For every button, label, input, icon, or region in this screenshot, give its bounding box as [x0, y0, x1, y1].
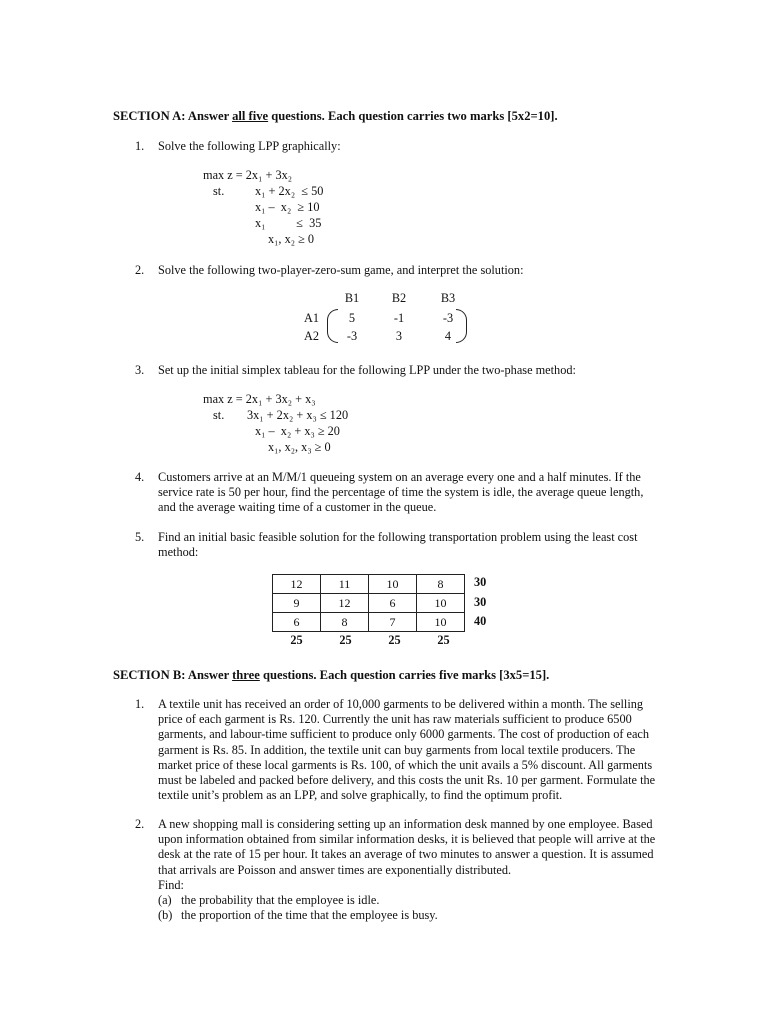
cost-cell: 12	[273, 575, 321, 594]
payoff-cell: 3	[395, 329, 403, 343]
table-row	[273, 594, 465, 613]
cost-cell: 12	[321, 594, 369, 613]
question-number: 3.	[135, 363, 145, 377]
demand-value: 25	[290, 633, 303, 647]
lpp-constraint: x₁ – x₂ + x₃ ≥ 20	[255, 424, 340, 438]
question-number: 2.	[135, 817, 145, 831]
lpp-st-label: st.	[213, 184, 225, 198]
question-text: Set up the initial simplex tableau for the following LPP under the two-phase method:	[158, 363, 576, 377]
payoff-col-header: B2	[391, 291, 407, 305]
cost-cell: 10	[417, 594, 465, 613]
lpp-constraint: x₁ + 2x₂ ≤ 50	[255, 184, 324, 198]
subpart-text: the probability that the employee is idle.	[181, 893, 380, 907]
payoff-cell: 4	[444, 329, 452, 343]
question-text: Solve the following two-player-zero-sum game, and interpret the solution:	[158, 263, 524, 277]
question-text: Find an initial basic feasible solution for the following transportation problem using the least cost method:	[158, 530, 638, 560]
lpp-nonnegativity: x₁, x₂, x₃ ≥ 0	[268, 440, 331, 454]
demand-value: 25	[339, 633, 352, 647]
cost-cell: 10	[417, 613, 465, 632]
lpp-st-label: st.	[213, 408, 225, 422]
payoff-cell: -1	[393, 311, 405, 325]
demand-value: 25	[388, 633, 401, 647]
question-number: 2.	[135, 263, 145, 277]
subpart-text: the proportion of the time that the employee is busy.	[181, 908, 438, 922]
question-number: 1.	[135, 139, 145, 153]
cost-cell: 7	[369, 613, 417, 632]
question-number: 4.	[135, 470, 145, 484]
payoff-col-header: B3	[440, 291, 456, 305]
lpp-constraint: x₁ ≤ 35	[255, 216, 322, 230]
lpp-objective: max z = 2x₁ + 3x₂	[203, 168, 293, 182]
cost-cell: 10	[369, 575, 417, 594]
question-number: 1.	[135, 697, 145, 711]
payoff-cell: -3	[346, 329, 358, 343]
table-row	[273, 613, 465, 632]
question-text: Customers arrive at an M/M/1 queueing system on an average every one and a half minutes. If the service rate is 50 per hour, find the percentage of time the system is idle, the average queue length, and the average waiting time of a customer in the queue.	[158, 470, 644, 515]
subpart-label: (b)	[158, 908, 173, 922]
cost-cell: 6	[369, 594, 417, 613]
payoff-col-header: B1	[344, 291, 360, 305]
question-text: A textile unit has received an order of 10,000 garments to be delivered within a month. The selling price of each garment is Rs. 120. Currently the unit has raw materials sufficient to produce 6500 garments, and labour-time sufficient to produce only 6000 garments. The cost of production of each garment is Rs. 85. In addition, the textile unit can buy garments from local textile producers. The market price of these local garments is Rs. 100, of which the unit avails a 5% discount. All garments must be labeled and packed before delivery, and this costs the unit Rs. 10 per garment. Formulate the textile unit’s problem as an LPP, and solve graphically, to find the optimum profit.	[158, 697, 656, 803]
cost-cell: 9	[273, 594, 321, 613]
transportation-table	[272, 574, 465, 632]
supply-value: 30	[474, 575, 487, 589]
supply-value: 40	[474, 614, 487, 628]
question-number: 5.	[135, 530, 145, 544]
section-a-heading: SECTION A: Answer all five questions. Each question carries two marks [5x2=10].	[113, 109, 558, 123]
demand-value: 25	[437, 633, 450, 647]
lpp-objective: max z = 2x₁ + 3x₂ + x₃	[203, 392, 316, 406]
payoff-cell: -3	[442, 311, 454, 325]
lpp-constraint: x₁ – x₂ ≥ 10	[255, 200, 320, 214]
lpp-constraint: 3x₁ + 2x₂ + x₃ ≤ 120	[247, 408, 349, 422]
payoff-cell: 5	[348, 311, 356, 325]
cost-cell: 8	[321, 613, 369, 632]
section-b-heading: SECTION B: Answer three questions. Each question carries five marks [3x5=15].	[113, 668, 550, 682]
cost-cell: 8	[417, 575, 465, 594]
table-row	[273, 575, 465, 594]
question-text: Solve the following LPP graphically:	[158, 139, 341, 153]
lpp-nonnegativity: x₁, x₂ ≥ 0	[268, 232, 315, 246]
cost-cell: 6	[273, 613, 321, 632]
question-text: A new shopping mall is considering setting up an information desk manned by one employee. Based upon information obtained from similar information desks, it is believed that people will arrive at the desk at the rate of 15 per hour. It takes an average of two minutes to answer a question. It is assumed that arrivals are Poisson and answer times are exponentially distributed.	[158, 817, 656, 877]
payoff-row-label: A1	[304, 311, 320, 325]
subpart-label: (a)	[158, 893, 172, 907]
cost-cell: 11	[321, 575, 369, 594]
supply-value: 30	[474, 595, 487, 609]
payoff-row-label: A2	[304, 329, 320, 343]
find-label: Find:	[158, 878, 184, 892]
